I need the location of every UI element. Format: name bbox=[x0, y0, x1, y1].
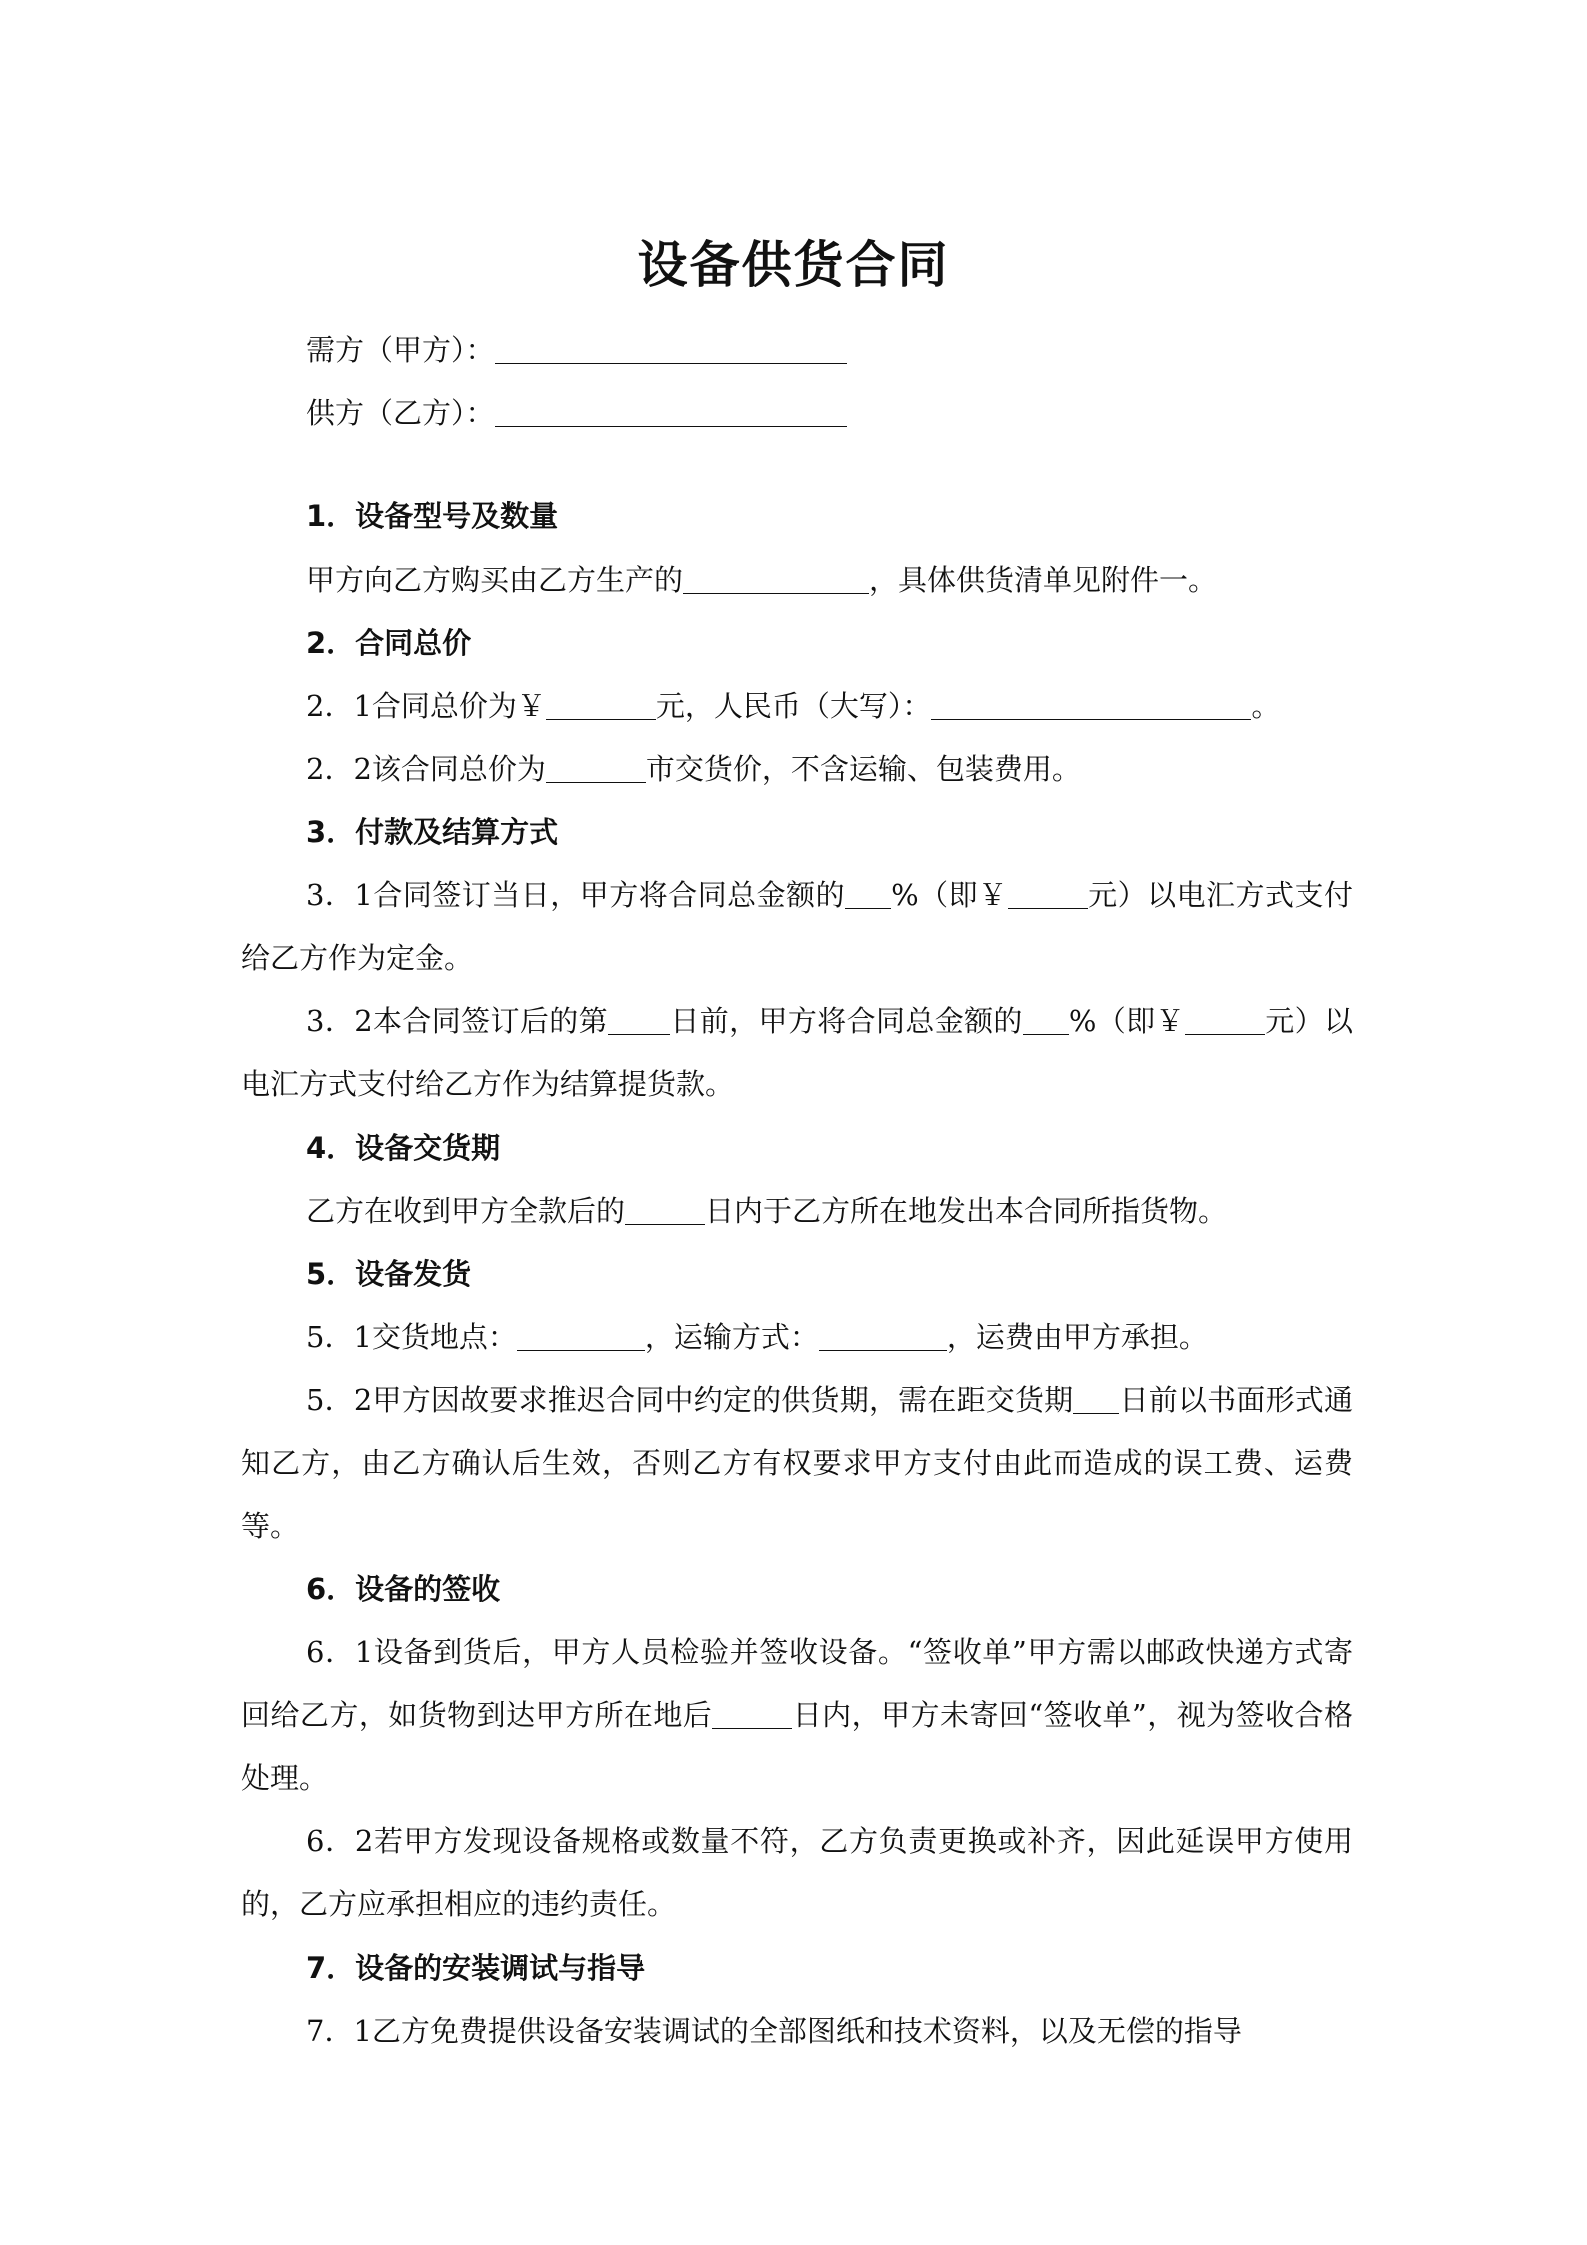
section-4-heading: 4．设备交货期 bbox=[306, 1131, 501, 1165]
section-1-text bbox=[306, 560, 1217, 600]
section-2-1 bbox=[306, 686, 1280, 726]
s5-1-text-b: ，运输方式： bbox=[644, 1320, 819, 1354]
section-5-heading: 5．设备发货 bbox=[306, 1257, 472, 1291]
s7-1-text: 7．1乙方免费提供设备安装调试的全部图纸和技术资料，以及无偿的指导 bbox=[306, 2014, 1242, 2048]
s2-1-rmb-blank[interactable] bbox=[931, 689, 1251, 720]
party-b-label: 供方（乙方）： bbox=[306, 396, 495, 430]
section-4-text bbox=[306, 1191, 1227, 1231]
party-a-label: 需方（甲方）： bbox=[306, 333, 495, 367]
s2-1-text-a: 2．1合同总价为￥ bbox=[306, 689, 546, 723]
s2-2-city-blank[interactable] bbox=[546, 752, 646, 783]
s3-1-text-c: 元）以电汇方式支付给乙方作为定金。 bbox=[241, 878, 1353, 975]
s5-1-location-blank[interactable] bbox=[517, 1320, 645, 1351]
s6-1-days-blank[interactable] bbox=[712, 1698, 792, 1729]
section-2-2 bbox=[306, 749, 1081, 789]
section-6-1 bbox=[241, 1621, 1353, 1810]
section-3-heading: 3．付款及结算方式 bbox=[306, 815, 559, 849]
section-5-2 bbox=[241, 1369, 1353, 1558]
s2-2-text-b: 市交货价，不含运输、包装费用。 bbox=[645, 752, 1081, 786]
s2-1-amount-blank[interactable] bbox=[546, 689, 656, 720]
s6-1-text-a: 6．1设备到货后，甲方人员检验并签收设备。“签收单”甲方需以邮政快递方式寄回给乙方，如货物到达甲方所在地后 bbox=[241, 1635, 1353, 1732]
s3-2-day-blank[interactable] bbox=[608, 1004, 670, 1035]
s5-1-text-c: ，运费由甲方承担。 bbox=[946, 1320, 1208, 1354]
section-5-1 bbox=[306, 1317, 1208, 1357]
s3-2-amount-blank[interactable] bbox=[1185, 1004, 1265, 1035]
section-7-heading: 7．设备的安装调试与指导 bbox=[306, 1951, 646, 1985]
s4-text-b: 日内于乙方所在地发出本合同所指货物。 bbox=[705, 1194, 1228, 1228]
s3-2-text-d: 元）以电汇方式支付给乙方作为结算提货款。 bbox=[241, 1004, 1353, 1101]
s6-1-text-b: 日内，甲方未寄回“签收单”，视为签收合格处理。 bbox=[241, 1698, 1353, 1795]
s3-1-amount-blank[interactable] bbox=[1008, 878, 1088, 909]
s1-text-b: ，具体供货清单见附件一。 bbox=[869, 563, 1218, 597]
party-a-line bbox=[306, 330, 847, 370]
section-6-2 bbox=[241, 1810, 1353, 1936]
s3-2-text-a: 3．2本合同签订后的第 bbox=[306, 1004, 608, 1038]
section-2-heading: 2．合同总价 bbox=[306, 626, 472, 660]
s5-1-transport-blank[interactable] bbox=[819, 1320, 947, 1351]
section-3-1 bbox=[241, 864, 1353, 990]
party-b-line bbox=[306, 393, 847, 433]
section-6-heading: 6．设备的签收 bbox=[306, 1572, 501, 1606]
s1-text-a: 甲方向乙方购买由乙方生产的 bbox=[306, 563, 684, 597]
party-a-blank[interactable] bbox=[495, 333, 847, 364]
s2-1-text-c: 。 bbox=[1251, 689, 1281, 723]
s5-2-text-b: 日前以书面形式通知乙方，由乙方确认后生效，否则乙方有权要求甲方支付由此而造成的误工费、运费等。 bbox=[241, 1383, 1353, 1543]
document-title: 设备供货合同 bbox=[637, 236, 950, 294]
s4-days-blank[interactable] bbox=[625, 1194, 705, 1225]
s5-1-text-a: 5．1交货地点： bbox=[306, 1320, 517, 1354]
s3-1-text-a: 3．1合同签订当日，甲方将合同总金额的 bbox=[306, 878, 846, 912]
section-3-2 bbox=[241, 990, 1353, 1116]
s3-2-text-b: 日前，甲方将合同总金额的 bbox=[669, 1004, 1023, 1038]
s1-product-blank[interactable] bbox=[683, 563, 869, 594]
s3-1-text-b: %（即￥ bbox=[891, 878, 1008, 912]
s4-text-a: 乙方在收到甲方全款后的 bbox=[306, 1194, 626, 1228]
s2-1-text-b: 元，人民币（大写）： bbox=[655, 689, 932, 723]
s5-2-days-blank[interactable] bbox=[1073, 1383, 1119, 1414]
party-b-blank[interactable] bbox=[495, 396, 847, 427]
s3-2-percent-blank[interactable] bbox=[1023, 1004, 1069, 1035]
section-1-heading: 1．设备型号及数量 bbox=[306, 499, 559, 533]
s2-2-text-a: 2．2该合同总价为 bbox=[306, 752, 546, 786]
section-7-1 bbox=[241, 2000, 1353, 2063]
s5-2-text-a: 5．2甲方因故要求推迟合同中约定的供货期，需在距交货期 bbox=[306, 1383, 1074, 1417]
s3-2-text-c: %（即￥ bbox=[1068, 1004, 1185, 1038]
s6-2-text: 6．2若甲方发现设备规格或数量不符，乙方负责更换或补齐，因此延误甲方使用的，乙方应承担相应的违约责任。 bbox=[241, 1824, 1353, 1921]
s3-1-percent-blank[interactable] bbox=[845, 878, 891, 909]
